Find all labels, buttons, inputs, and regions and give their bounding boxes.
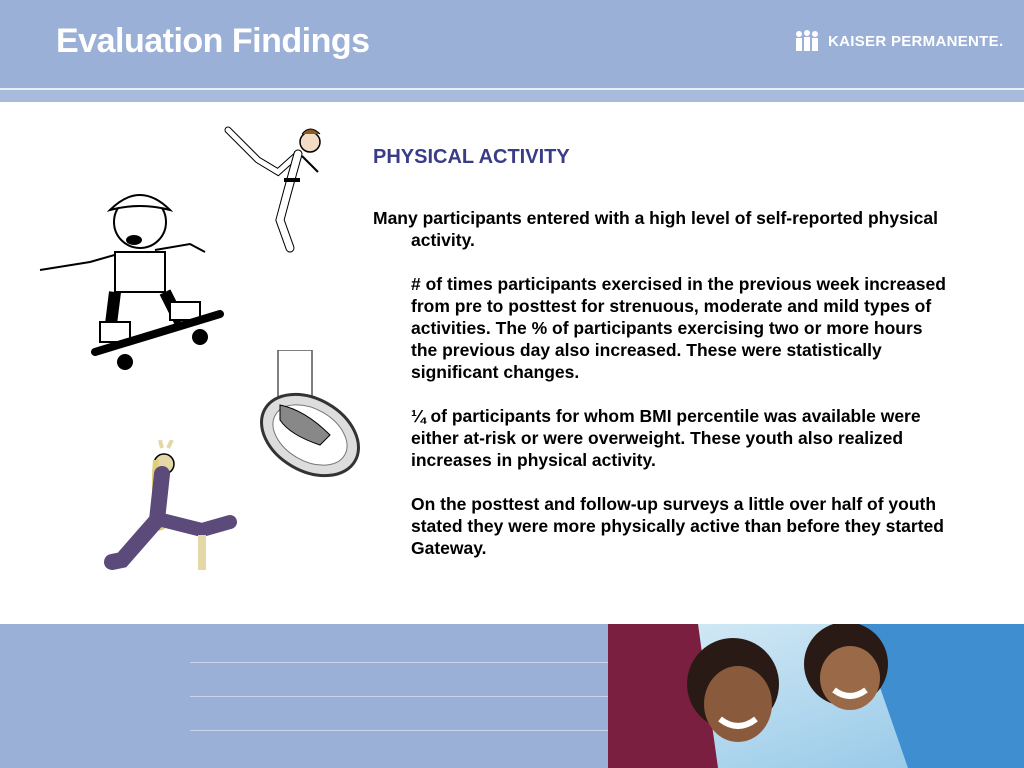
footer-line: [190, 662, 610, 663]
paragraph-1: Many participants entered with a high level of self-reported physical activity.: [373, 208, 938, 250]
paragraph-3: ¼ of participants for whom BMI percentile was available were either at-risk or were overweight. These youth also realized increases in physical activity.: [411, 406, 921, 470]
yoga-pose-clipart: [102, 440, 237, 575]
kp-people-icon: [794, 30, 820, 52]
footer-line: [190, 696, 610, 697]
snowshoe-clipart: [250, 350, 370, 480]
header-stripe: [0, 90, 1024, 102]
section-heading: PHYSICAL ACTIVITY: [373, 146, 570, 168]
karate-kick-clipart: [218, 120, 328, 255]
skateboarder-clipart: [30, 182, 230, 382]
paragraph-2: # of times participants exercised in the previous week increased from pre to posttest for strenuous, moderate and mild types of activities. The % of participants exercising two or more hours the previous day also increased. These were statistically significant changes.: [411, 274, 946, 382]
header-bar: [0, 0, 1024, 88]
paragraph-4: On the posttest and follow-up surveys a little over half of youth stated they were more physically active than before they started Gateway.: [411, 494, 944, 558]
footer-line: [190, 730, 610, 731]
smiling-girls-photo: [608, 624, 1024, 768]
logo-text: KAISER PERMANENTE.: [828, 32, 1004, 50]
kaiser-permanente-logo: [794, 30, 1003, 52]
page-title: Evaluation Findings: [56, 22, 370, 60]
